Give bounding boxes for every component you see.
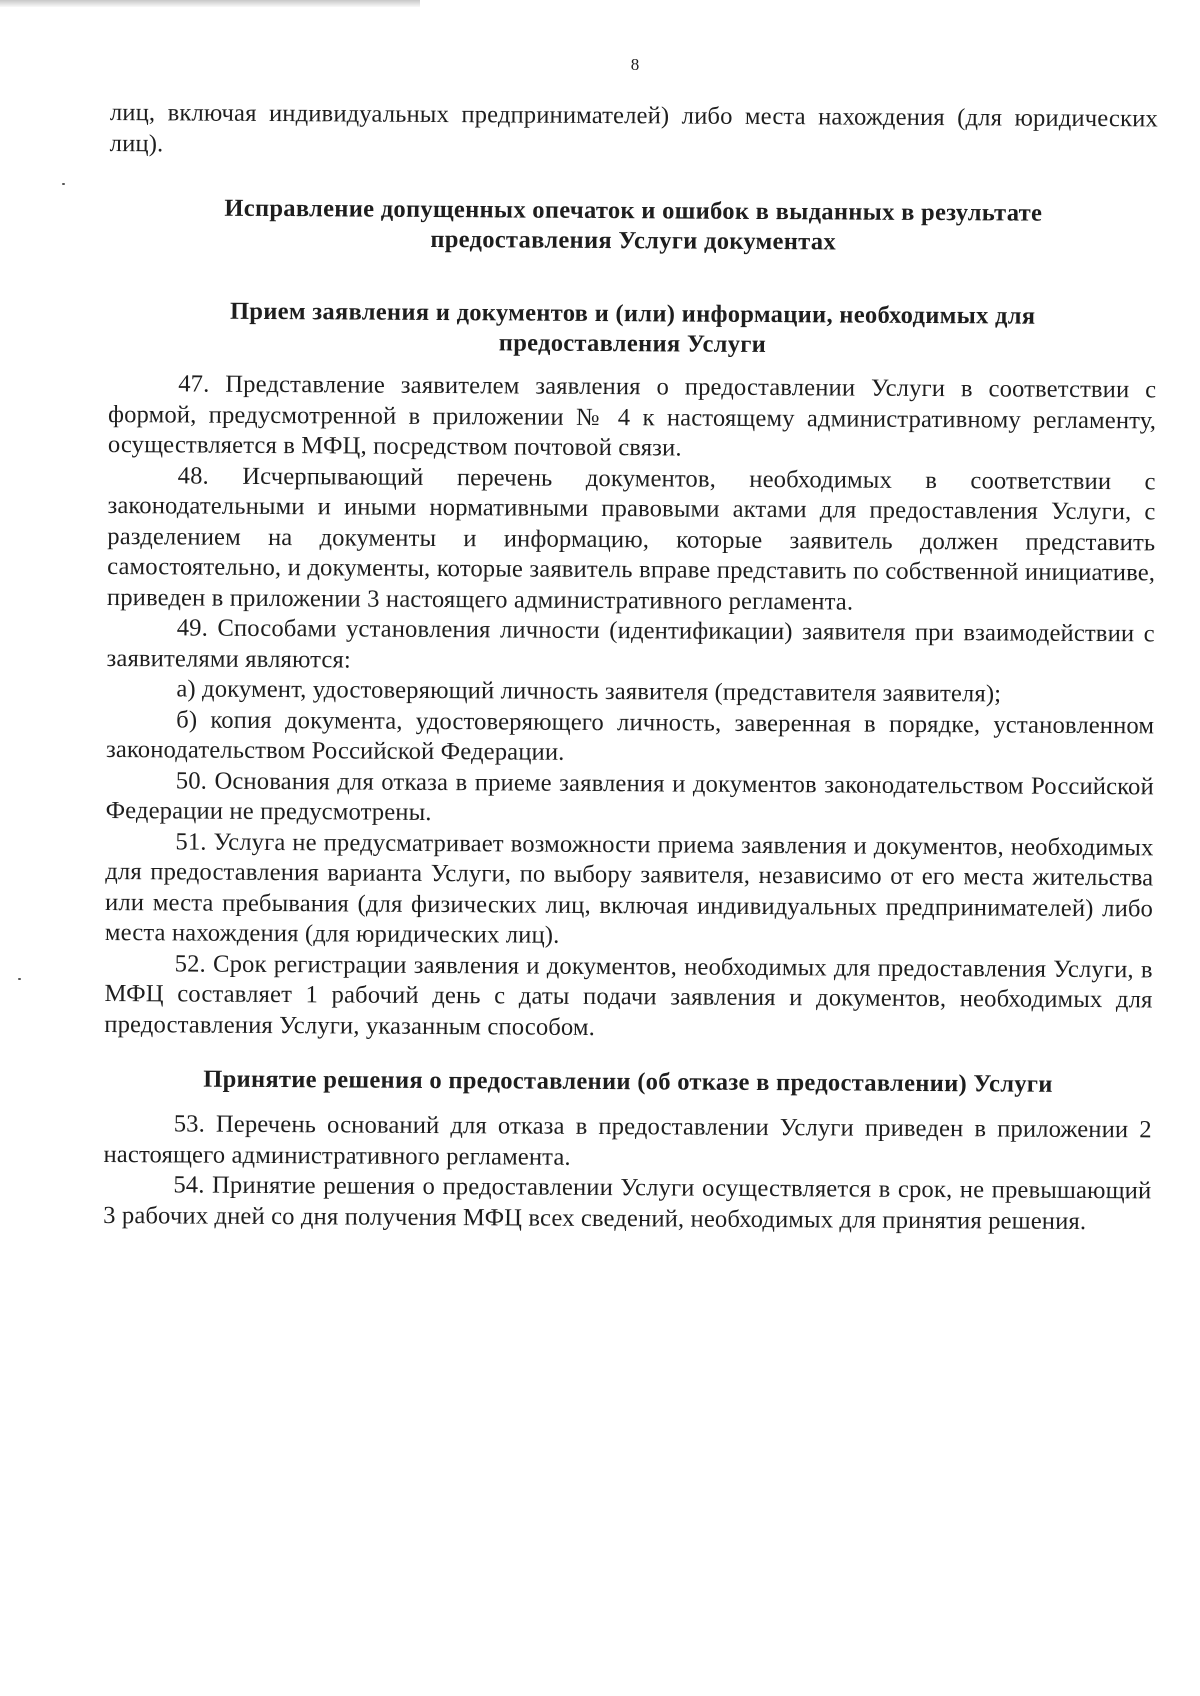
scan-speck — [62, 183, 65, 185]
paragraph-54: 54. Принятие решения о предоставлении Услуги осуществляется в срок, не превышающий 3 рабочих дней со дня получения МФЦ всех сведений, необходимых для принятия решения. — [103, 1171, 1152, 1235]
paragraph-50: 50. Основания для отказа в приеме заявления и документов законодательством Российской Федерации не предусмотрены. — [105, 766, 1154, 826]
paragraph-49-a: а) документ, удостоверяющий личность заявителя (представителя заявителя); — [176, 675, 1002, 708]
paragraph-49: 49. Способами установления личности (идентификации) заявителя при взаимодействии с заявителями являются: — [106, 614, 1155, 673]
paragraph-48: 48. Исчерпывающий перечень документов, необходимых в соответствии с законодательными и иными нормативными правовыми актами для предоставления Услуги, с разделением на документы и информацию, которые заявитель должен представить самостоятельно, и документы, которые заявитель вправе представить по собственной инициативе, приведен в приложении 3 настоящего административного регламента. — [106, 461, 1156, 616]
paragraph-52: 52. Срок регистрации заявления и документов, необходимых для предоставления Услуги, в МФЦ составляет 1 рабочий день с даты подачи заявления и документов, необходимых для предоставления Услуги, указанным способом. — [104, 949, 1153, 1041]
scan-speck — [18, 978, 21, 980]
heading-corrections: Исправление допущенных опечаток и ошибок в выданных в результате предоставления Услуги документах — [224, 194, 1043, 256]
heading-reception: Прием заявления и документов и (или) информации, необходимых для предоставления Услуги — [229, 297, 1036, 359]
heading-decision: Принятие решения о предоставлении (об отказе в предоставлении) Услуги — [203, 1065, 1053, 1098]
page-number: 8 — [630, 55, 640, 74]
paragraph-51: 51. Услуга не предусматривает возможности приема заявления и документов, необходимых для предоставления варианта Услуги, по выбору заявителя, независимо от его места жительства или места пребывания (для физических лиц, включая индивидуальных предпринимателей) либо места нахождения (для юридических лиц). — [104, 827, 1154, 949]
paragraph-47: 47. Представление заявителем заявления о предоставлении Услуги в соответствии с формой, предусмотренной в приложении № 4 к настоящему административному регламенту, осуществляется в МФЦ, посредством почтовой связи. — [107, 370, 1157, 462]
paragraph-49-b: б) копия документа, удостоверяющего личность, заверенная в порядке, установленном законодательством Российской Федерации. — [105, 705, 1155, 766]
document-body — [103, 98, 1158, 1237]
lead-paragraph: лиц, включая индивидуальных предпринимателей) либо места нахождения (для юридических лиц). — [109, 98, 1158, 157]
scan-edge-shadow — [0, 0, 420, 7]
paragraph-53: 53. Перечень оснований для отказа в предоставлении Услуги приведен в приложении 2 настоящего административного регламента. — [103, 1110, 1152, 1171]
